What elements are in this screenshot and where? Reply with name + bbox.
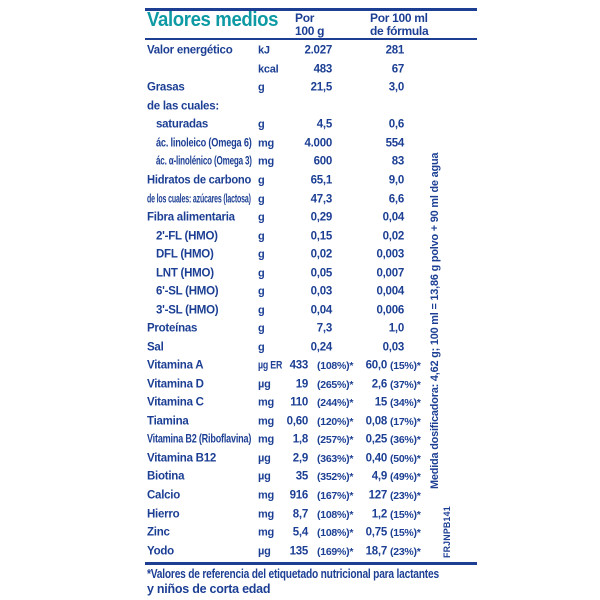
percent-per-100ml: (49%)* [390, 471, 421, 484]
table-title [147, 9, 288, 32]
footnote-line1: *Valores de referencia del etiquetado nutricional para lactantes [147, 567, 439, 581]
value-per-100g: 0,29 [310, 211, 332, 224]
value-per-100g: 0,15 [310, 229, 332, 242]
percent-per-100ml: (50%)* [390, 452, 421, 465]
value-per-100ml: 2,6 [371, 378, 387, 391]
value-per-100ml: 3,0 [388, 81, 404, 94]
nutrient-row [145, 98, 477, 117]
column-header-per-100ml [370, 12, 428, 38]
nutrient-unit: mg [258, 489, 274, 502]
percent-per-100ml: (34%)* [390, 397, 421, 410]
value-per-100g: 21,5 [310, 81, 332, 94]
reference-footnote [147, 567, 505, 596]
value-per-100g: 4.000 [304, 137, 332, 150]
value-per-100g: 433 [289, 359, 308, 372]
value-per-100ml: 0,04 [382, 211, 404, 224]
nutrient-row [145, 79, 477, 98]
footnote-line2: y niños de corta edad [147, 581, 271, 596]
value-per-100ml: 0,007 [376, 266, 404, 279]
nutrient-name: Zinc [147, 526, 170, 539]
value-per-100g: 0,60 [286, 415, 308, 428]
nutrient-row [145, 450, 477, 469]
percent-per-100g: (108%)* [317, 508, 354, 521]
value-per-100g: 7,3 [316, 322, 332, 335]
nutrient-name: de las cuales: [147, 100, 219, 113]
nutrient-row [145, 376, 477, 395]
nutrient-name: LNT (HMO) [156, 266, 214, 279]
percent-per-100ml: (36%)* [390, 434, 421, 447]
value-per-100g: 4,5 [316, 118, 332, 131]
value-per-100g: 5,4 [292, 526, 308, 539]
nutrient-unit: g [258, 304, 265, 317]
dosage-side-note-text: Medida dosificadora: 4,62 g; 100 ml = 13,86 g polvo + 90 ml de agua [429, 152, 441, 489]
column-header-per-100g-line2: 100 g [295, 24, 325, 38]
nutrient-unit: g [258, 248, 265, 261]
nutrient-unit: kcal [258, 63, 279, 76]
nutrient-unit: µg ER [258, 359, 283, 372]
value-per-100ml: 281 [385, 44, 404, 57]
nutrient-row [145, 42, 477, 61]
column-header-per-100ml-line2: de fórmula [370, 24, 429, 38]
nutrient-row [145, 190, 477, 209]
nutrient-row [145, 264, 477, 283]
nutrient-name: 2'-FL (HMO) [156, 229, 218, 242]
nutrient-unit: g [258, 211, 265, 224]
percent-per-100g: (257%)* [317, 434, 354, 447]
nutrient-unit: g [258, 322, 265, 335]
percent-per-100ml: (37%)* [390, 378, 421, 391]
percent-per-100g: (169%)* [317, 545, 354, 558]
nutrient-unit: mg [258, 526, 274, 539]
nutrient-row [145, 413, 477, 432]
percent-per-100g: (363%)* [317, 452, 354, 465]
nutrient-row [145, 246, 477, 265]
nutrient-row [145, 227, 477, 246]
percent-per-100g: (244%)* [317, 397, 354, 410]
batch-code [443, 505, 452, 558]
nutrient-unit: mg [258, 396, 274, 409]
nutrient-name: Valor energético [147, 44, 233, 57]
nutrient-unit: µg [258, 470, 271, 483]
nutrient-name: DFL (HMO) [156, 248, 214, 261]
value-per-100ml: 9,0 [388, 174, 404, 187]
nutrient-unit: mg [258, 137, 274, 150]
value-per-100g: 110 [290, 396, 308, 409]
nutrient-row [145, 153, 477, 172]
nutrient-name: Biotina [147, 470, 185, 483]
nutrient-name: ác. linoleico (Omega 6) [156, 137, 252, 150]
value-per-100g: 1,8 [292, 433, 308, 446]
column-header-per-100ml-line1: Por 100 ml [370, 11, 428, 25]
nutrient-rows [145, 42, 477, 561]
nutrient-unit: mg [258, 415, 274, 428]
value-per-100ml: 0,004 [376, 285, 404, 298]
value-per-100ml: 1,0 [388, 322, 404, 335]
value-per-100ml: 0,006 [376, 303, 404, 316]
nutrient-row [145, 283, 477, 302]
percent-per-100g: (265%)* [317, 378, 354, 391]
nutrient-row [145, 524, 477, 543]
nutrient-name: 6'-SL (HMO) [156, 285, 219, 298]
nutrient-name: saturadas [156, 118, 209, 131]
nutrient-unit: g [258, 285, 265, 298]
percent-per-100g: (167%)* [317, 489, 354, 502]
value-per-100g: 65,1 [310, 174, 332, 187]
nutrient-unit: µg [258, 452, 271, 465]
value-per-100ml: 0,6 [388, 118, 404, 131]
nutrient-row [145, 357, 477, 376]
column-header-per-100g-line1: Por [295, 11, 315, 25]
nutrient-unit: µg [258, 545, 271, 558]
percent-per-100g: (108%)* [317, 526, 354, 539]
value-per-100ml: 127 [368, 489, 387, 502]
value-per-100ml: 60,0 [365, 359, 387, 372]
percent-per-100ml: (15%)* [390, 526, 421, 539]
value-per-100ml: 67 [391, 63, 404, 76]
nutrient-row [145, 135, 477, 154]
nutrient-name: Hierro [147, 507, 180, 520]
nutrient-unit: mg [258, 433, 274, 446]
value-per-100g: 47,3 [310, 192, 332, 205]
value-per-100ml: 0,003 [376, 248, 404, 261]
percent-per-100g: (108%)* [317, 360, 354, 373]
nutrient-row [145, 487, 477, 506]
value-per-100ml: 1,2 [371, 507, 387, 520]
table-bottom-rule [145, 562, 477, 565]
value-per-100g: 2,9 [292, 452, 308, 465]
column-header-per-100g [295, 12, 324, 38]
nutrient-unit: kJ [258, 44, 270, 57]
value-per-100g: 135 [289, 544, 308, 557]
value-per-100ml: 6,6 [388, 192, 404, 205]
nutrient-row [145, 542, 477, 561]
nutrient-row [145, 431, 477, 450]
value-per-100ml: 0,08 [365, 415, 387, 428]
nutrient-row [145, 61, 477, 80]
value-per-100g: 916 [289, 489, 308, 502]
value-per-100g: 483 [313, 63, 332, 76]
nutrient-name: 3'-SL (HMO) [156, 303, 219, 316]
dosage-side-note [430, 150, 441, 489]
nutrient-name: Fibra alimentaria [147, 211, 235, 224]
value-per-100ml: 0,25 [365, 433, 387, 446]
nutrient-name: Vitamina D [147, 378, 204, 391]
value-per-100g: 0,02 [310, 248, 332, 261]
header-separator-rule [145, 38, 477, 40]
value-per-100ml: 554 [385, 137, 404, 150]
table-title-text: Valores medios [147, 9, 279, 31]
value-per-100g: 600 [313, 155, 332, 168]
value-per-100g: 0,04 [310, 303, 332, 316]
value-per-100ml: 0,40 [365, 452, 387, 465]
nutrient-unit: g [258, 341, 265, 354]
percent-per-100ml: (15%)* [390, 508, 421, 521]
percent-per-100ml: (23%)* [390, 545, 421, 558]
nutrient-name: Vitamina B2 (Riboflavina) [147, 433, 252, 446]
nutrient-name: Calcio [147, 489, 181, 502]
percent-per-100ml: (17%)* [390, 415, 421, 428]
value-per-100ml: 0,02 [382, 229, 404, 242]
value-per-100ml: 0,75 [365, 526, 387, 539]
value-per-100g: 35 [295, 470, 308, 483]
nutrient-name: Yodo [147, 544, 174, 557]
value-per-100ml: 83 [391, 155, 404, 168]
value-per-100ml: 4,9 [371, 470, 387, 483]
nutrient-name: Vitamina C [147, 396, 204, 409]
nutrient-unit: g [258, 118, 265, 131]
percent-per-100ml: (23%)* [390, 489, 421, 502]
value-per-100g: 19 [295, 378, 308, 391]
nutrient-row [145, 320, 477, 339]
nutrient-row [145, 468, 477, 487]
value-per-100ml: 18,7 [365, 544, 387, 557]
nutrient-name: Tiamina [147, 415, 189, 428]
value-per-100ml: 0,03 [382, 341, 404, 354]
nutrient-name: de los cuales: azúcares (lactosa) [147, 192, 251, 205]
percent-per-100g: (352%)* [317, 471, 354, 484]
value-per-100g: 8,7 [292, 507, 308, 520]
nutrient-unit: g [258, 81, 265, 94]
nutrient-row [145, 209, 477, 228]
value-per-100g: 0,05 [310, 266, 332, 279]
nutrient-row [145, 301, 477, 320]
nutrient-name: Grasas [147, 81, 185, 94]
nutrient-row [145, 172, 477, 191]
percent-per-100ml: (15%)* [390, 360, 421, 373]
nutrient-unit: g [258, 267, 265, 280]
nutrient-row [145, 394, 477, 413]
nutrient-unit: g [258, 230, 265, 243]
percent-per-100g: (120%)* [317, 415, 354, 428]
nutrient-unit: µg [258, 378, 271, 391]
nutrient-row [145, 116, 477, 135]
value-per-100g: 2.027 [304, 44, 332, 57]
nutrient-name: Hidratos de carbono [147, 174, 252, 187]
nutrient-name: Vitamina B12 [147, 452, 217, 465]
nutrient-unit: mg [258, 155, 274, 168]
nutrient-row [145, 339, 477, 358]
nutrient-unit: g [258, 193, 265, 206]
batch-code-text: FRJNPB141 [442, 506, 452, 558]
nutrient-unit: g [258, 174, 265, 187]
value-per-100g: 0,03 [310, 285, 332, 298]
value-per-100ml: 15 [374, 396, 387, 409]
nutrient-name: Proteínas [147, 322, 198, 335]
nutrient-unit: mg [258, 508, 274, 521]
nutrient-name: Vitamina A [147, 359, 204, 372]
value-per-100g: 0,24 [310, 341, 332, 354]
nutrient-name: Sal [147, 341, 164, 354]
nutrient-row [145, 505, 477, 524]
nutrient-name: ác. α-linolénico (Omega 3) [156, 155, 252, 168]
